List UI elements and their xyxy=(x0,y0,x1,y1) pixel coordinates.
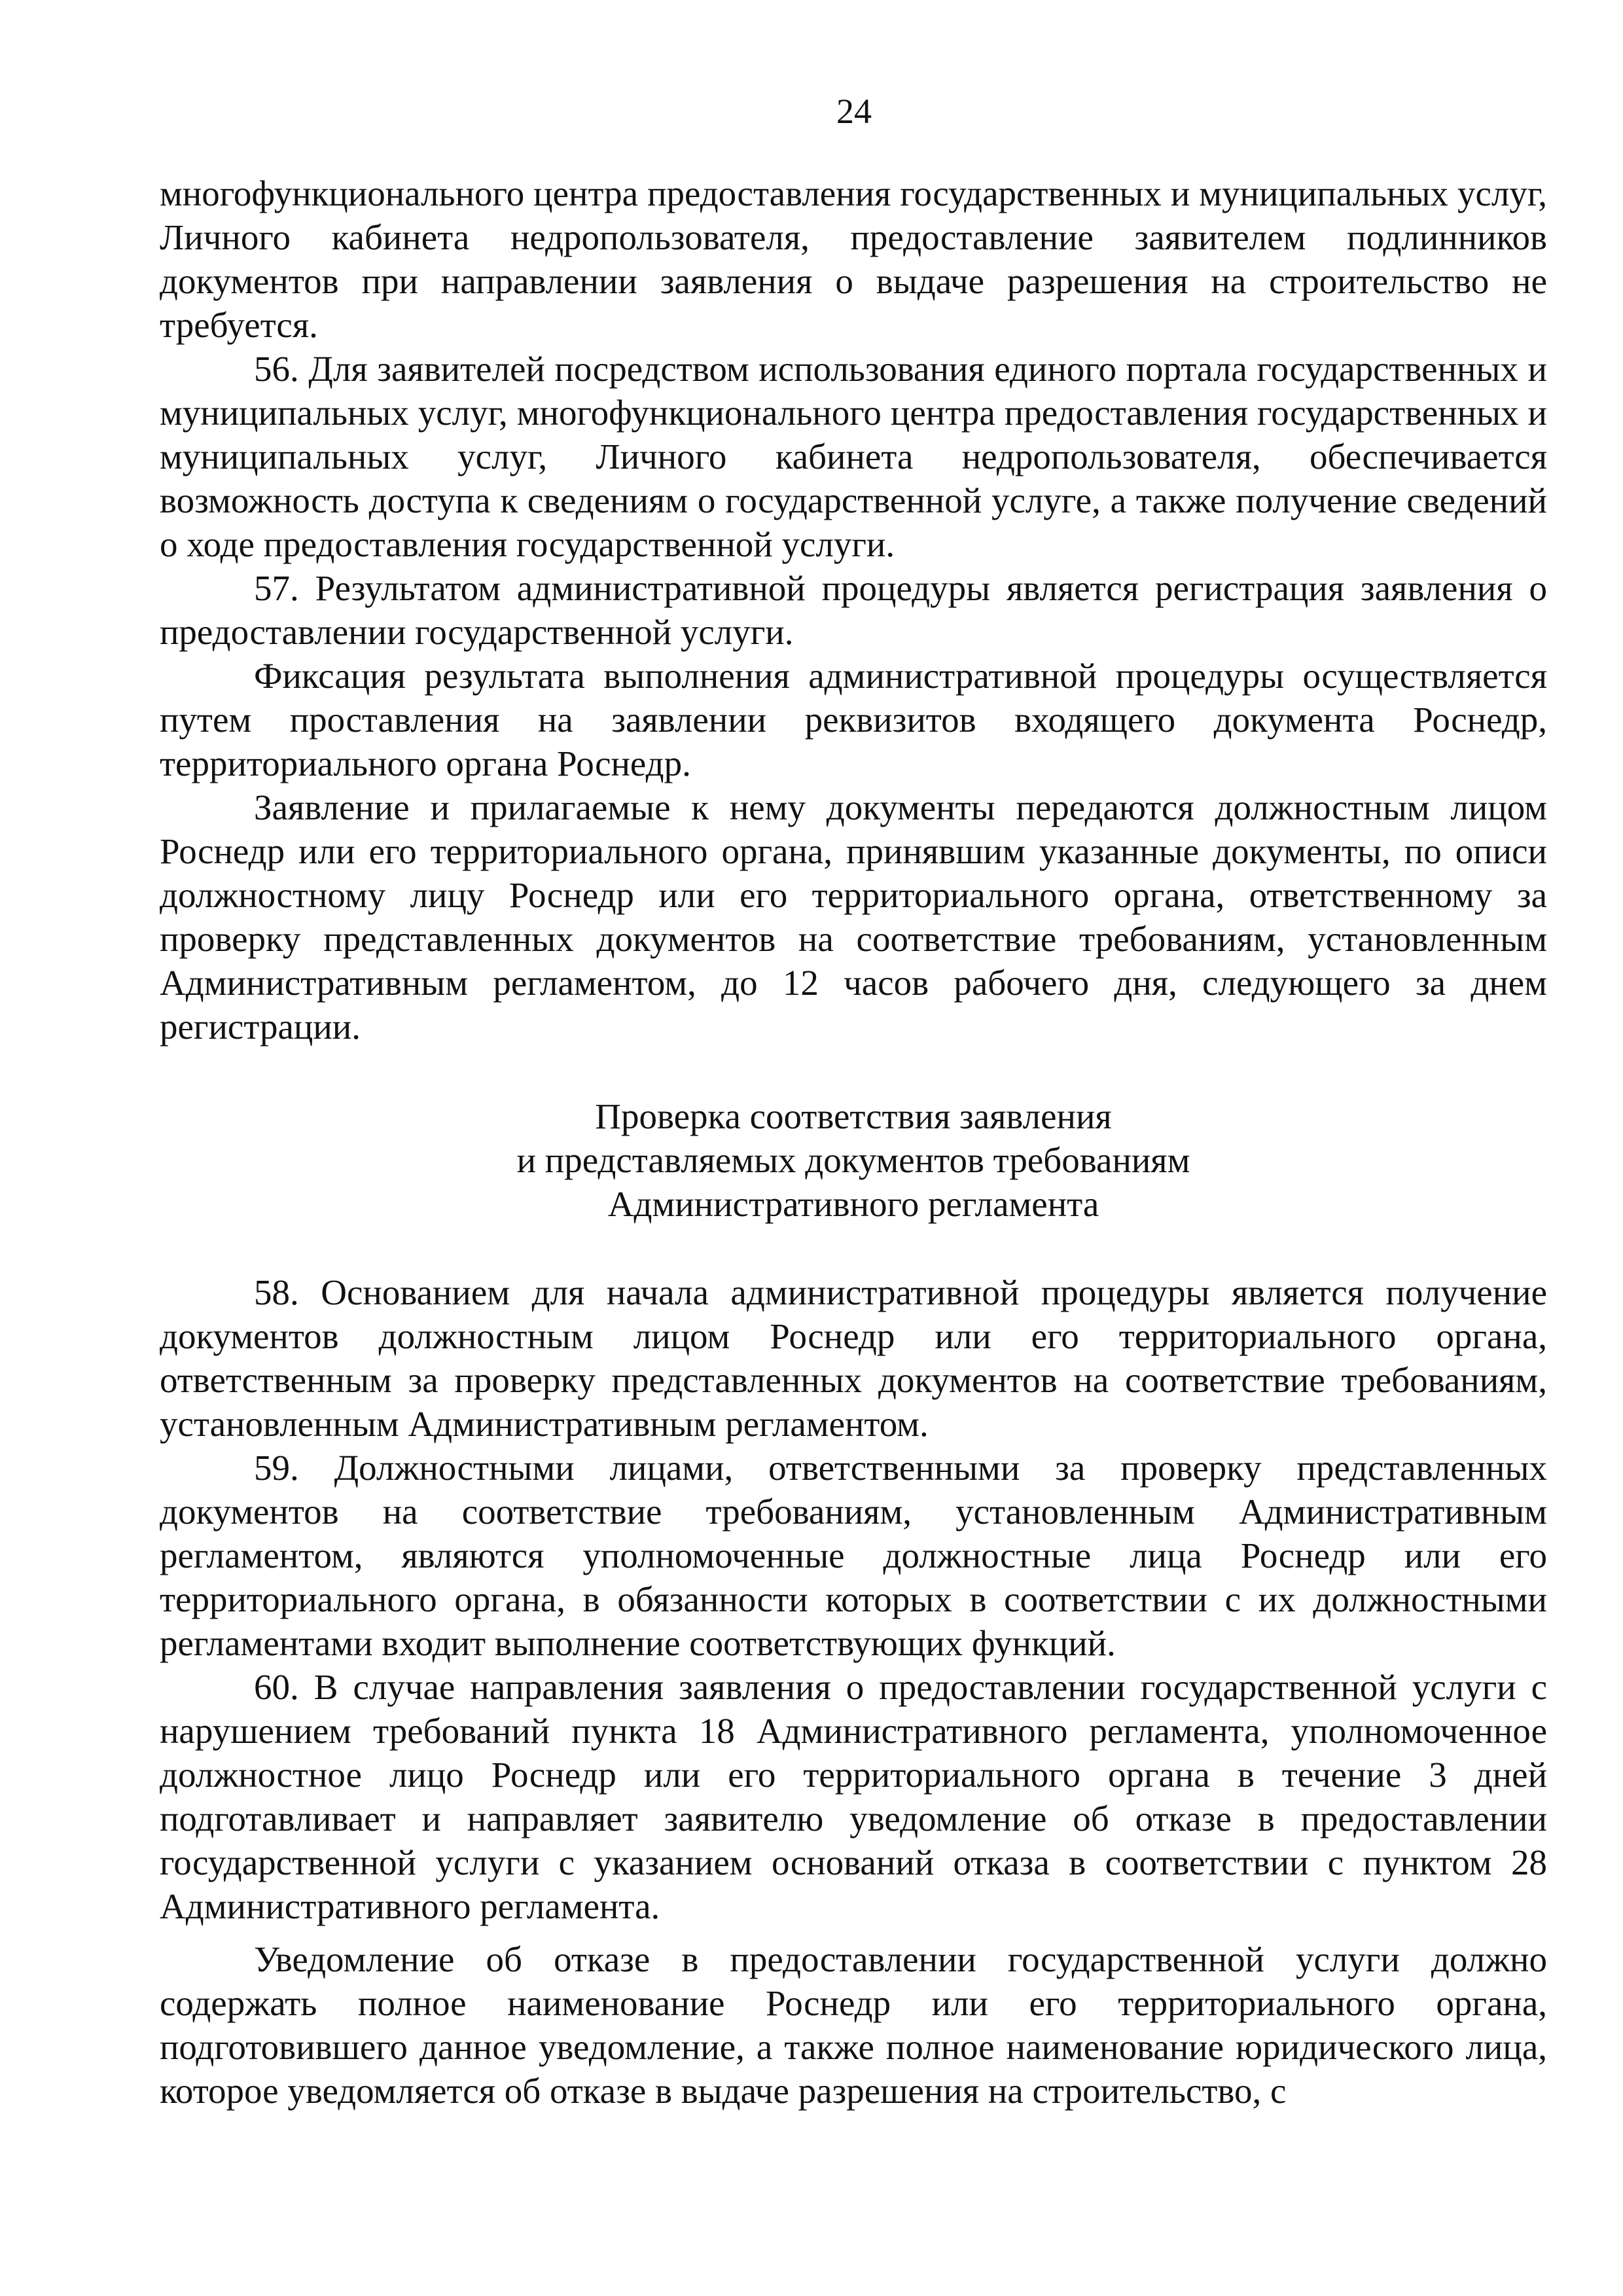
paragraph-notice: Уведомление об отказе в предоставлении государственной услуги должно содержать полное наименование Роснедр или его территориального органа, подготовившего данное уведомление, а также полное наименование юридического лица, которое уведомляется об отказе в выдаче разрешения на строительство, с xyxy=(160,1939,1547,2111)
section-heading xyxy=(160,1094,1547,1226)
page-number: 24 xyxy=(836,92,872,131)
paragraph-56: 56. Для заявителей посредством использования единого портала государственных и муниципальных услуг, многофункционального центра предоставления государственных и муниципальных услуг, Личного кабинета недропользователя, обеспечивается возможность доступа к сведениям о государственной услуге, а также получение сведений о ходе предоставления государственной услуги. xyxy=(160,349,1547,564)
paragraph-59: 59. Должностными лицами, ответственными за проверку представленных документов на соответствие требованиям, установленным Административным регламентом, являются уполномоченные должностные лица Роснедр или его территориального органа, в обязанности которых в соответствии с их должностными регламентами входит выполнение соответствующих функций. xyxy=(160,1448,1547,1663)
paragraph-58: 58. Основанием для начала административной процедуры является получение документов должностным лицом Роснедр или его территориального органа, ответственным за проверку представленных документов на соответствие требованиям, установленным Административным регламентом. xyxy=(160,1272,1547,1444)
section-heading-line-2: и представляемых документов требованиям xyxy=(516,1140,1190,1180)
paragraph-continuation: многофункционального центра предоставления государственных и муниципальных услуг, Личного кабинета недропользователя, предоставление заявителем подлинников документов при направлении заявления о выдаче разрешения на строительство не требуется. xyxy=(160,173,1547,345)
section-heading-line-1: Проверка соответствия заявления xyxy=(595,1096,1112,1136)
paragraph-60: 60. В случае направления заявления о предоставлении государственной услуги с нарушением требований пункта 18 Административного регламента, уполномоченное должностное лицо Роснедр или его территориального органа в течение 3 дней подготавливает и направляет заявителю уведомление об отказе в предоставлении государственной услуги с указанием оснований отказа в соответствии с пунктом 28 Административного регламента. xyxy=(160,1667,1547,1926)
paragraph-fixation: Фиксация результата выполнения административной процедуры осуществляется путем проставления на заявлении реквизитов входящего документа Роснедр, территориального органа Роснедр. xyxy=(160,656,1547,783)
paragraph-57: 57. Результатом административной процедуры является регистрация заявления о предоставлении государственной услуги. xyxy=(160,568,1547,652)
section-heading-line-3: Административного регламента xyxy=(607,1184,1099,1224)
paragraph-transfer: Заявление и прилагаемые к нему документы передаются должностным лицом Роснедр или его территориального органа, принявшим указанные документы, по описи должностному лицу Роснедр или его территориального органа, ответственному за проверку представленных документов на соответствие требованиям, установленным Административным регламентом, до 12 часов рабочего дня, следующего за днем регистрации. xyxy=(160,787,1547,1047)
document-body xyxy=(160,171,1547,2113)
